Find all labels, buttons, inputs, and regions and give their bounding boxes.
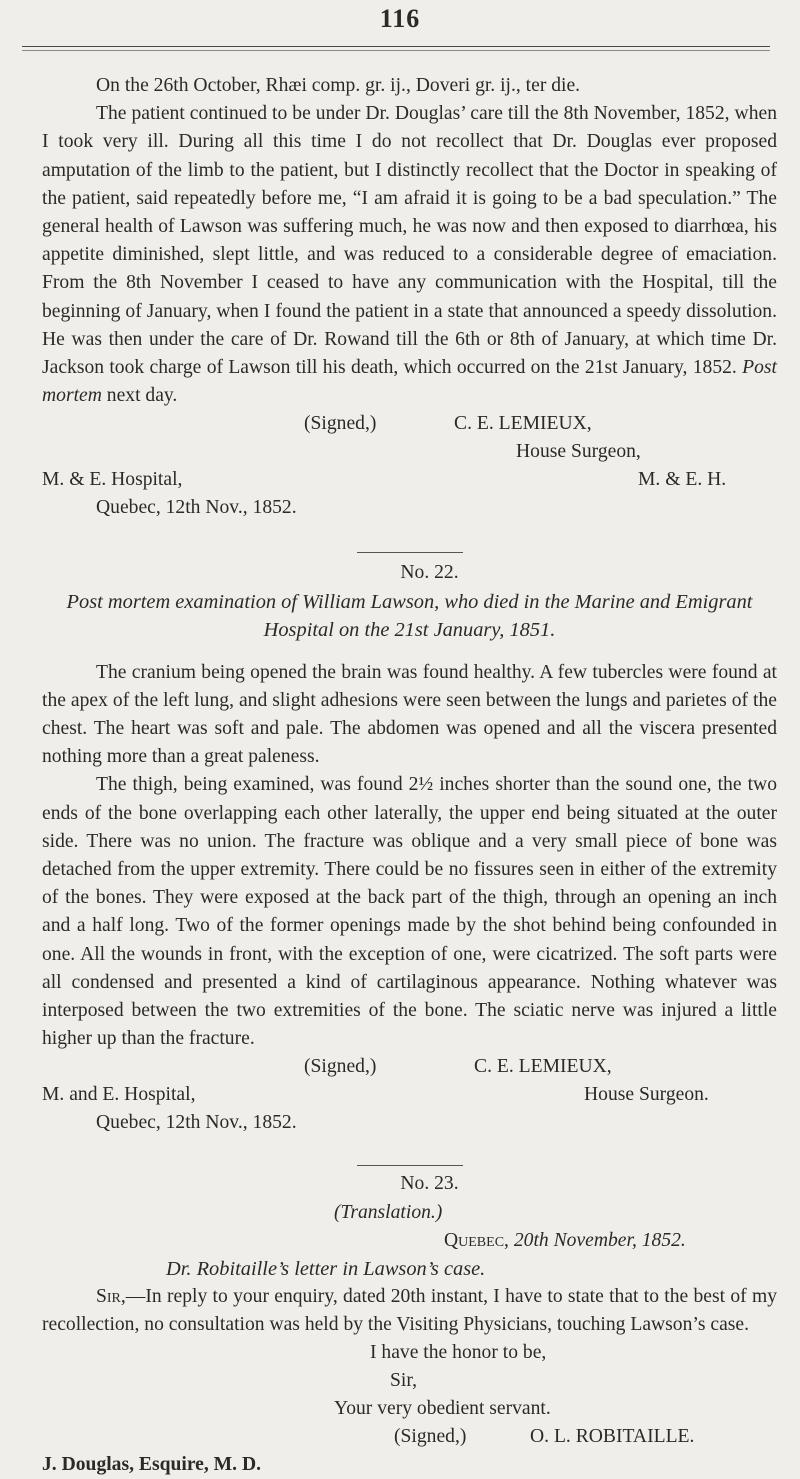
signed-label: (Signed,) bbox=[394, 1426, 467, 1448]
prescription-line: On the 26th October, Rhæi comp. gr. ij., Doveri gr. ij., ter die. bbox=[96, 75, 581, 96]
header-rule-thin bbox=[22, 50, 770, 51]
document-number: No. 22. bbox=[400, 562, 459, 584]
translation-note: (Translation.) bbox=[334, 1201, 443, 1223]
closing-line-1 bbox=[42, 1339, 777, 1367]
hospital-name: M. & E. Hospital, bbox=[42, 469, 183, 491]
signatory-name: O. L. ROBITAILLE. bbox=[530, 1426, 695, 1448]
page-number: 116 bbox=[379, 4, 421, 33]
subject-line bbox=[42, 1255, 777, 1283]
place-date: Quebec, 12th Nov., 1852. bbox=[96, 1112, 297, 1134]
dateline-date: 20th November, 1852. bbox=[513, 1229, 686, 1251]
addressee: J. Douglas, Esquire, M. D. bbox=[42, 1454, 262, 1476]
signatory-title: House Surgeon. bbox=[584, 1084, 709, 1106]
letter-subject: Dr. Robitaille’s letter in Lawson’s case. bbox=[166, 1257, 486, 1280]
closing-sir: Sir, bbox=[390, 1370, 417, 1392]
closing-line-3 bbox=[42, 1395, 777, 1423]
section-heading: Post mortem examination of William Lawson, who died in the Marine and Emigrant Hospital on the 21st January, 1851. bbox=[66, 590, 753, 642]
dateline bbox=[42, 1227, 777, 1255]
signatory-name: C. E. LEMIEUX, bbox=[474, 1056, 612, 1078]
dateline-city: Quebec, bbox=[444, 1229, 509, 1251]
signatory-title: House Surgeon, bbox=[516, 441, 641, 463]
post-mortem-label: Post mortem bbox=[42, 357, 777, 407]
signatory-name: C. E. LEMIEUX, bbox=[454, 413, 592, 435]
signature-line-1 bbox=[42, 410, 777, 438]
signature-line-3 bbox=[42, 1423, 777, 1451]
document-number: No. 23. bbox=[400, 1173, 459, 1195]
signatory-title-line bbox=[42, 438, 777, 466]
hospital-line bbox=[42, 466, 777, 494]
testimony-paragraph: The patient continued to be under Dr. Douglas’ care till the 8th November, 1852, when I took very ill. During all this time I do not recollect that Dr. Douglas ever proposed amputation of the limb to the patient, but I distinctly recollect that the Doctor in speaking of the patient, said repeatedly before me, “I am afraid it is going to be a bad speculation.” The general health of Lawson was suffering much, he was now and then exposed to diarrhœa, his appetite diminished, slept little, and was reduced to a considerable degree of emaciation. From the 8th November I ceased to have any communication with the Hospital, till the beginning of January, when I found the patient in a state that announced a speedy dissolution. He was then under the care of Dr. Rowand till the 6th or 8th of January, at which time Dr. Jackson took charge of Lawson till his death, which occurred on the 21st January, 1852. Post mortem next day. bbox=[42, 103, 777, 407]
translation-line bbox=[42, 1199, 777, 1227]
addressee-line bbox=[42, 1451, 777, 1479]
place-date: Quebec, 12th Nov., 1852. bbox=[96, 497, 297, 519]
closing-line-2 bbox=[42, 1367, 777, 1395]
signature-line-2 bbox=[42, 1053, 777, 1081]
place-date-line bbox=[42, 494, 777, 522]
salutation: Sir, bbox=[96, 1285, 126, 1307]
header-rule bbox=[22, 46, 770, 47]
signed-label: (Signed,) bbox=[304, 1056, 377, 1078]
page-body bbox=[42, 72, 777, 1479]
hospital-name: M. and E. Hospital, bbox=[42, 1084, 196, 1106]
hospital-abbrev: M. & E. H. bbox=[638, 469, 727, 491]
hospital-line bbox=[42, 1081, 777, 1109]
examination-paragraph-1: The cranium being opened the brain was found healthy. A few tubercles were found at the apex of the left lung, and slight adhesions were seen between the lungs and parietes of the chest. The heart was soft and pale. The abdomen was opened and all the viscera presented nothing more than a great paleness. bbox=[42, 661, 777, 768]
closing-honor: I have the honor to be, bbox=[370, 1342, 547, 1364]
letter-body: Sir,—In reply to your enquiry, dated 20th instant, I have to state that to the best of my recollection, no consultation was held by the Visiting Physicians, touching Lawson’s case. bbox=[42, 1285, 777, 1335]
signed-label: (Signed,) bbox=[304, 413, 377, 435]
place-date-line bbox=[42, 1109, 777, 1137]
examination-paragraph-2: The thigh, being examined, was found 2½ inches shorter than the sound one, the two ends of the bone overlapping each other laterally, the upper end being situated at the outer side. There was no union. The fracture was oblique and a very small piece of bone was detached from the upper extremity. There could be no fissures seen in either of the extremity of the bones. They were exposed at the back part of the thigh, through an opening an inch and a half long. Two of the former openings made by the shot behind being confounded in one. All the wounds in front, with the exception of one, were cicatrized. The soft parts were all condensed and presented a kind of cartilaginous appearance. Nothing whatever was interposed between the two extremities of the bone. The sciatic nerve was injured a little higher up than the fracture. bbox=[42, 774, 777, 1050]
closing-servant: Your very obedient servant. bbox=[334, 1398, 551, 1420]
